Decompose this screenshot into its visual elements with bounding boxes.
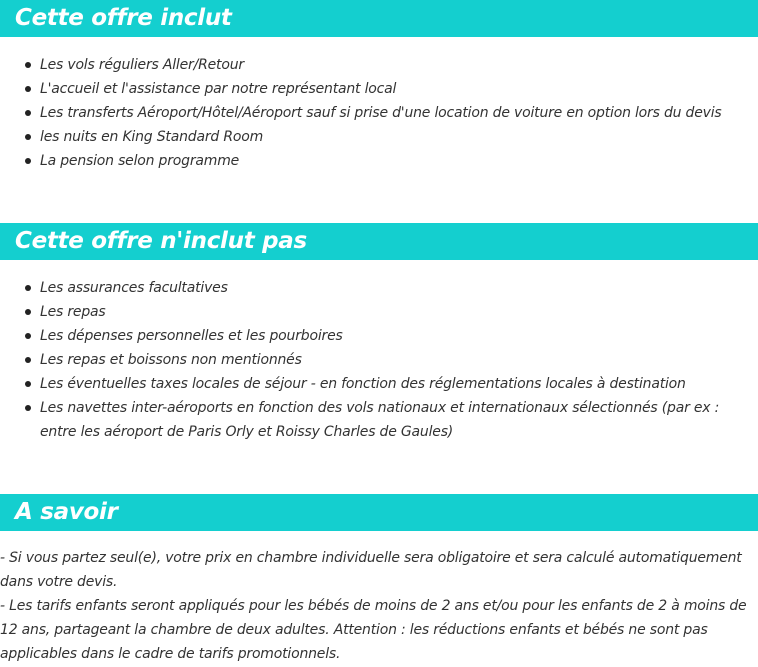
list-item: Les éventuelles taxes locales de séjour - en fonction des réglementations locales à destination (0, 372, 740, 396)
list-item: Les transferts Aéroport/Hôtel/Aéroport sauf si prise d'une location de voiture en option lors du devis (0, 101, 740, 125)
list-item: Les assurances facultatives (0, 276, 740, 300)
list-item: La pension selon programme (0, 149, 740, 173)
savoir-paragraph: - Les tarifs enfants seront appliqués pour les bébés de moins de 2 ans et/ou pour les enfants de 2 à moins de 12 ans, partageant la chambre de deux adultes. Attention : les réductions enfants et bébés ne sont pas applicables dans le cadre de tarifs promotionnels. (0, 598, 747, 662)
excludes-header: Cette offre n'inclut pas (0, 223, 758, 260)
excludes-list (0, 276, 740, 444)
list-item: Les vols réguliers Aller/Retour (0, 53, 740, 77)
list-item: Les navettes inter-aéroports en fonction des vols nationaux et internationaux sélectionnés (par ex : entre les aéroport de Paris Orly et Roissy Charles de Gaules) (0, 396, 740, 444)
list-item: les nuits en King Standard Room (0, 125, 740, 149)
list-item: Les repas et boissons non mentionnés (0, 348, 740, 372)
list-item: Les repas (0, 300, 740, 324)
savoir-paragraph: - Si vous partez seul(e), votre prix en chambre individuelle sera obligatoire et sera calculé automatiquement dans votre devis. (0, 550, 742, 590)
includes-header: Cette offre inclut (0, 0, 758, 37)
savoir-header: A savoir (0, 494, 758, 531)
savoir-text (0, 546, 752, 666)
list-item: L'accueil et l'assistance par notre représentant local (0, 77, 740, 101)
includes-list (0, 53, 740, 173)
list-item: Les dépenses personnelles et les pourboires (0, 324, 740, 348)
